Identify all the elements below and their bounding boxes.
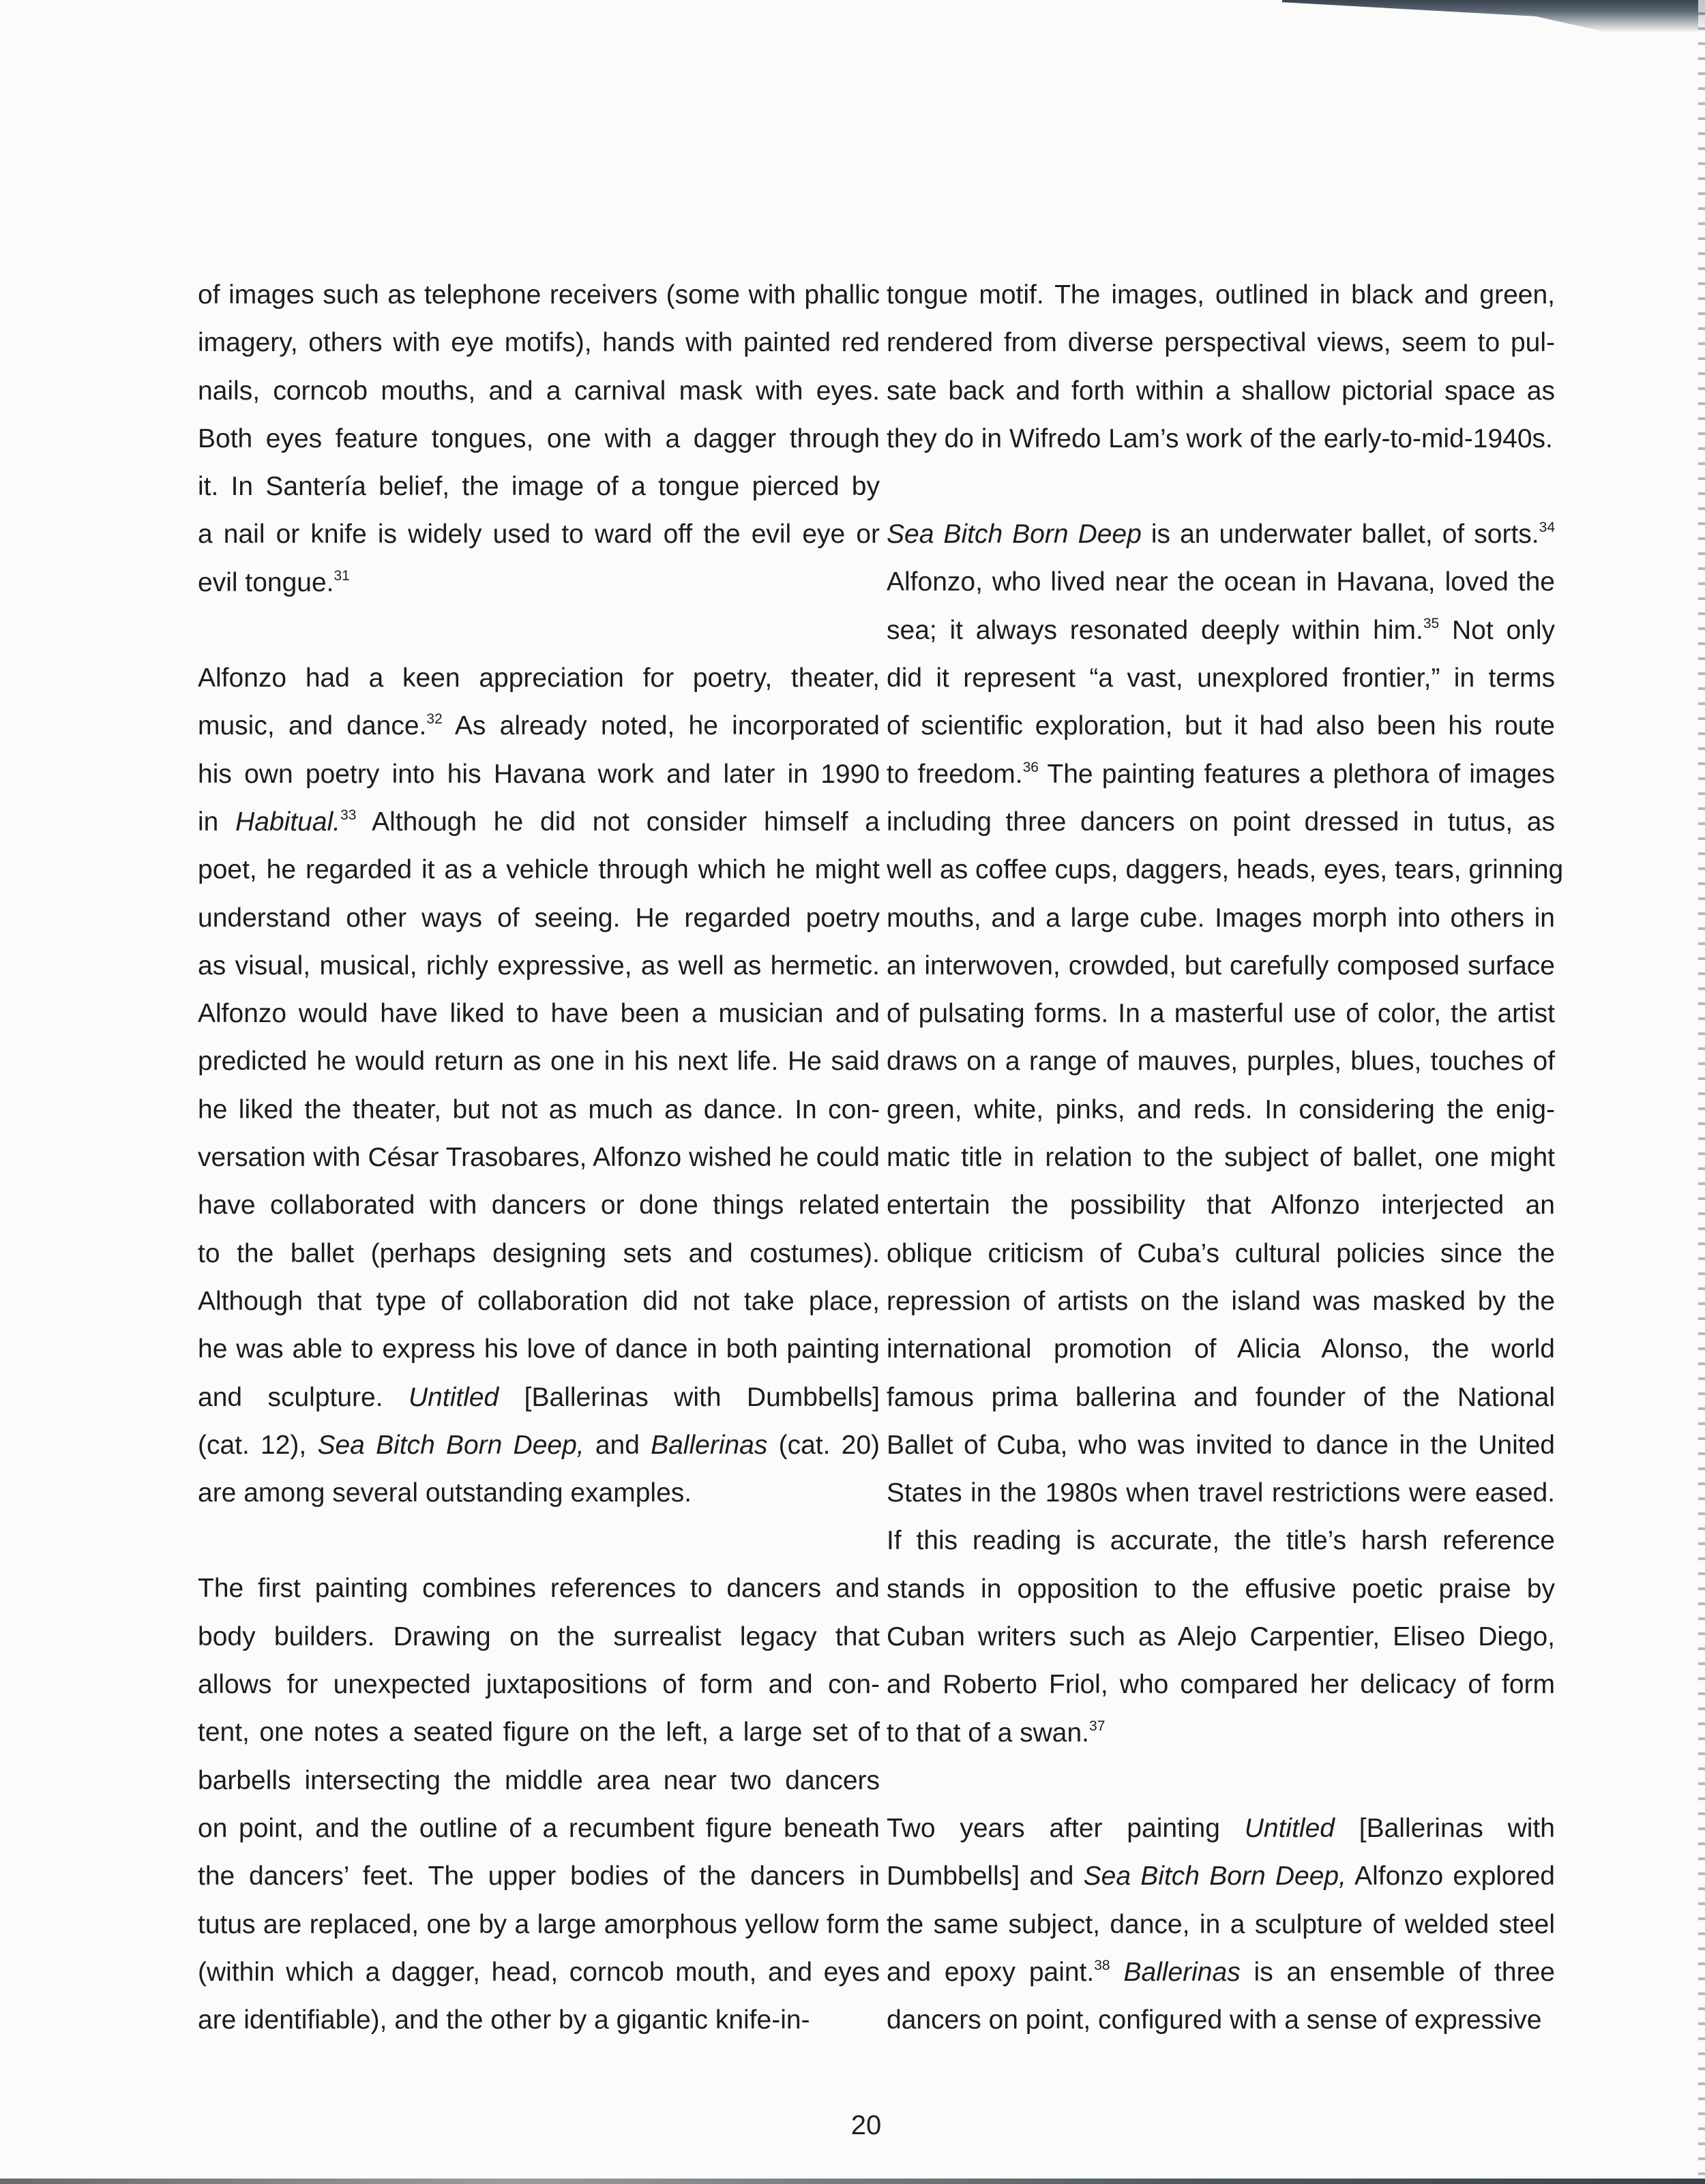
text-run: States in the 1980s when travel restrictions were eased. — [887, 1478, 1555, 1508]
text-run: he was able to express his love of dance in both painting — [198, 1334, 880, 1364]
footnote-ref: 37 — [1089, 1718, 1106, 1734]
text-run: [Ballerinas with — [1334, 1813, 1555, 1843]
text-run: and epoxy paint. — [887, 1957, 1095, 1987]
text-run: including three dancers on point dressed in tutus, as — [887, 807, 1555, 837]
text-run: of pulsating forms. In a masterful use of color, the artist — [887, 999, 1555, 1029]
text-line — [887, 1949, 1555, 1996]
text-run: repression of artists on the island was masked by the — [887, 1286, 1555, 1316]
text-line — [198, 1996, 880, 2044]
text-run: Not only — [1439, 615, 1556, 645]
text-run: to freedom. — [887, 759, 1023, 789]
text-line — [887, 1038, 1555, 1086]
text-run — [1110, 1958, 1124, 1987]
page-number: 20 — [850, 2110, 882, 2140]
text-line — [887, 1326, 1555, 1373]
text-line — [887, 1422, 1555, 1469]
text-line — [198, 1805, 880, 1853]
text-line — [887, 1517, 1555, 1565]
italic-title: Untitled — [1244, 1813, 1335, 1843]
text-run: Alfonzo explored — [1346, 1861, 1555, 1891]
text-run: did it represent “a vast, unexplored frontier,” in terms — [887, 663, 1555, 693]
page-edge-bottom — [0, 2179, 1705, 2184]
body-paragraph — [198, 655, 880, 1517]
text-run: his own poetry into his Havana work and later in 1990 — [198, 759, 880, 789]
text-run: tongue motif. The images, outlined in black and green, — [887, 280, 1555, 310]
text-run: understand other ways of seeing. He regarded poetry — [198, 903, 880, 933]
text-run: of scientific exploration, but it had also been his route — [887, 711, 1555, 741]
text-run: Both eyes feature tongues, one with a dagger through — [198, 423, 880, 453]
text-line — [198, 798, 880, 846]
text-line — [887, 1566, 1555, 1613]
text-run: well as coffee cups, daggers, heads, eyes, tears, grinning — [887, 855, 1564, 885]
text-run: music, and dance. — [198, 711, 427, 741]
footnote-ref: 35 — [1423, 615, 1440, 631]
text-run: the same subject, dance, in a sculpture of welded steel — [887, 1909, 1555, 1939]
text-line — [887, 1086, 1555, 1134]
text-line — [198, 655, 880, 702]
text-line — [198, 1374, 880, 1422]
text-line — [887, 942, 1555, 990]
text-run: imagery, others with eye motifs), hands with painted red — [198, 328, 880, 358]
text-line — [198, 702, 880, 750]
text-line — [198, 271, 880, 319]
text-line — [198, 319, 880, 367]
text-line — [887, 895, 1555, 942]
italic-title: Untitled — [409, 1382, 499, 1412]
body-paragraph — [198, 271, 880, 607]
text-run: to the ballet (perhaps designing sets and costumes). — [198, 1238, 880, 1268]
text-line — [887, 1230, 1555, 1278]
text-run: (cat. 12), — [198, 1430, 318, 1460]
text-run: nails, corncob mouths, and a carnival mask with eyes. — [198, 376, 880, 406]
text-run: green, white, pinks, and reds. In considering the enig- — [887, 1094, 1555, 1124]
text-run: dancers on point, configured with a sense of expressive — [887, 2005, 1542, 2035]
text-line — [198, 846, 880, 894]
text-run: [Ballerinas with Dumbbells] — [499, 1382, 880, 1412]
text-run: Cuban writers such as Alejo Carpentier, Eliseo Diego, — [887, 1622, 1555, 1652]
text-run: and — [584, 1430, 651, 1460]
text-run: have collaborated with dancers or done things related — [198, 1191, 880, 1221]
text-line — [887, 1996, 1555, 2044]
text-line — [887, 990, 1555, 1038]
text-run: in — [198, 807, 236, 837]
footnote-ref: 38 — [1094, 1957, 1110, 1973]
text-line — [198, 1182, 880, 1229]
text-run: an interwoven, crowded, but carefully composed surface — [887, 951, 1555, 981]
text-run: international promotion of Alicia Alonso, the world — [887, 1334, 1555, 1364]
text-line — [887, 1805, 1555, 1853]
text-line — [198, 511, 880, 558]
text-line — [198, 1134, 880, 1182]
text-run: to that of a swan. — [887, 1718, 1090, 1748]
text-run: mouths, and a large cube. Images morph into others in — [887, 903, 1555, 933]
text-line — [887, 1661, 1555, 1709]
text-run: entertain the possibility that Alfonzo interjected an — [887, 1191, 1555, 1221]
text-line — [198, 1326, 880, 1373]
text-line — [887, 702, 1555, 750]
text-run: it. In Santería belief, the image of a tongue pierced by — [198, 472, 880, 502]
text-line — [198, 1230, 880, 1278]
text-run: matic title in relation to the subject of ballet, one might — [887, 1143, 1555, 1173]
footnote-ref: 32 — [426, 711, 443, 728]
text-run: and Roberto Friol, who compared her delicacy of form — [887, 1670, 1555, 1700]
text-run: versation with César Trasobares, Alfonzo wished he could — [198, 1143, 880, 1173]
text-run: allows for unexpected juxtapositions of form and con- — [198, 1670, 880, 1700]
text-run: draws on a range of mauves, purples, blues, touches of — [887, 1047, 1555, 1077]
page-edge-right — [1698, 0, 1705, 2184]
text-line — [887, 511, 1555, 558]
text-line — [198, 1422, 880, 1469]
text-line — [198, 415, 880, 463]
text-run: he liked the theater, but not as much as dance. In con- — [198, 1094, 880, 1124]
text-run: rendered from diverse perspectival views, seem to pul- — [887, 328, 1555, 358]
text-run: Two years after painting — [887, 1813, 1245, 1843]
text-run: (within which a dagger, head, corncob mouth, and eyes — [198, 1957, 880, 1987]
text-line — [887, 798, 1555, 846]
text-line — [887, 1182, 1555, 1229]
text-line — [198, 1949, 880, 1996]
text-line — [887, 751, 1555, 798]
body-paragraph — [887, 511, 1564, 1757]
italic-title: Sea Bitch Born Deep, — [317, 1430, 584, 1460]
text-line — [198, 1661, 880, 1709]
text-run: Alfonzo had a keen appreciation for poetry, theater, — [198, 663, 880, 693]
text-run: evil tongue. — [198, 567, 334, 597]
text-run: Alfonzo would have liked to have been a musician and — [198, 999, 880, 1029]
text-run: sea; it always resonated deeply within him. — [887, 615, 1423, 645]
text-line — [198, 942, 880, 990]
text-run: are identifiable), and the other by a gigantic knife-in- — [198, 2005, 810, 2035]
text-run: body builders. Drawing on the surrealist legacy that — [198, 1621, 880, 1651]
text-line — [887, 1853, 1555, 1900]
left-column — [198, 271, 880, 2092]
italic-title: Sea Bitch Born Deep, — [1083, 1861, 1346, 1891]
body-paragraph — [198, 1565, 880, 2044]
text-run: predicted he would return as one in his next life. He said — [198, 1047, 880, 1077]
text-run: on point, and the outline of a recumbent figure beneath — [198, 1813, 880, 1843]
text-line — [887, 1613, 1555, 1661]
text-line — [198, 559, 880, 607]
text-run: Ballet of Cuba, who was invited to dance in the United — [887, 1430, 1555, 1460]
italic-title: Sea Bitch Born Deep — [887, 520, 1142, 550]
footnote-ref: 33 — [340, 807, 357, 823]
text-line — [887, 655, 1555, 702]
text-run: (cat. 20) — [767, 1430, 880, 1460]
body-paragraph — [887, 1805, 1555, 2044]
text-run: barbells intersecting the middle area near two dancers — [198, 1765, 880, 1795]
text-run: they do in Wifredo Lam’s work of the early-to-mid-1940s. — [887, 423, 1553, 453]
text-run: is an underwater ballet, of sorts. — [1141, 520, 1539, 550]
text-run: is an ensemble of three — [1240, 1957, 1555, 1987]
text-line — [198, 1469, 880, 1517]
text-run: Dumbbells] and — [887, 1861, 1084, 1891]
text-line — [198, 1853, 880, 1900]
footnote-ref: 36 — [1022, 759, 1039, 775]
right-column — [887, 271, 1564, 2092]
text-line — [198, 895, 880, 942]
text-line — [887, 319, 1555, 367]
text-line — [198, 751, 880, 798]
text-line — [887, 368, 1555, 415]
text-line — [198, 1901, 880, 1949]
footnote-ref: 31 — [333, 567, 350, 584]
text-line — [887, 1901, 1555, 1949]
text-line — [887, 1374, 1555, 1422]
text-line — [887, 1134, 1555, 1182]
text-line — [887, 1278, 1555, 1326]
text-line — [198, 463, 880, 511]
text-run: sate back and forth within a shallow pictorial space as — [887, 376, 1555, 406]
text-run: The first painting combines references to dancers and — [198, 1574, 880, 1604]
text-run: tutus are replaced, one by a large amorphous yellow form — [198, 1909, 880, 1939]
text-run: Although that type of collaboration did not take place, — [198, 1286, 880, 1316]
text-line — [198, 1613, 880, 1661]
text-line — [198, 1278, 880, 1326]
text-run: Alfonzo, who lived near the ocean in Havana, loved the — [887, 567, 1555, 597]
text-line — [887, 1709, 1555, 1757]
text-run: the dancers’ feet. The upper bodies of the dancers in — [198, 1861, 880, 1891]
text-line — [887, 558, 1555, 606]
text-line — [887, 415, 1555, 463]
text-run: Although he did not consider himself a — [356, 807, 880, 837]
page-edge-shadow-top — [1282, 0, 1705, 55]
text-run: and sculpture. — [198, 1382, 409, 1412]
text-run: The painting features a plethora of images — [1038, 759, 1555, 789]
text-run: famous prima ballerina and founder of the National — [887, 1382, 1555, 1412]
text-run: If this reading is accurate, the title’s harsh reference — [887, 1526, 1555, 1556]
text-run: poet, he regarded it as a vehicle through which he might — [198, 855, 880, 885]
text-line — [887, 1469, 1555, 1517]
text-run: of images such as telephone receivers (some with phallic — [198, 280, 880, 310]
italic-title: Ballerinas — [651, 1430, 768, 1460]
italic-title: Ballerinas — [1123, 1957, 1241, 1987]
text-line — [198, 1709, 880, 1756]
text-run: are among several outstanding examples. — [198, 1478, 692, 1508]
italic-title: Habitual. — [235, 807, 341, 837]
footnote-ref: 34 — [1539, 520, 1556, 536]
text-run: a nail or knife is widely used to ward off the evil eye or — [198, 520, 880, 550]
text-line — [198, 1038, 880, 1086]
text-line — [198, 1565, 880, 1613]
text-run: oblique criticism of Cuba’s cultural policies since the — [887, 1238, 1555, 1268]
text-line — [887, 846, 1564, 894]
text-line — [198, 1086, 880, 1134]
text-line — [198, 990, 880, 1038]
text-run: As already noted, he incorporated — [442, 711, 880, 741]
text-line — [198, 1757, 880, 1805]
text-line — [887, 607, 1555, 655]
body-paragraph — [887, 271, 1555, 463]
text-line — [198, 368, 880, 415]
text-run: as visual, musical, richly expressive, as well as hermetic. — [198, 951, 880, 981]
text-run: tent, one notes a seated figure on the left, a large set of — [198, 1718, 880, 1748]
text-run: stands in opposition to the effusive poetic praise by — [887, 1574, 1555, 1604]
text-line — [887, 271, 1555, 319]
